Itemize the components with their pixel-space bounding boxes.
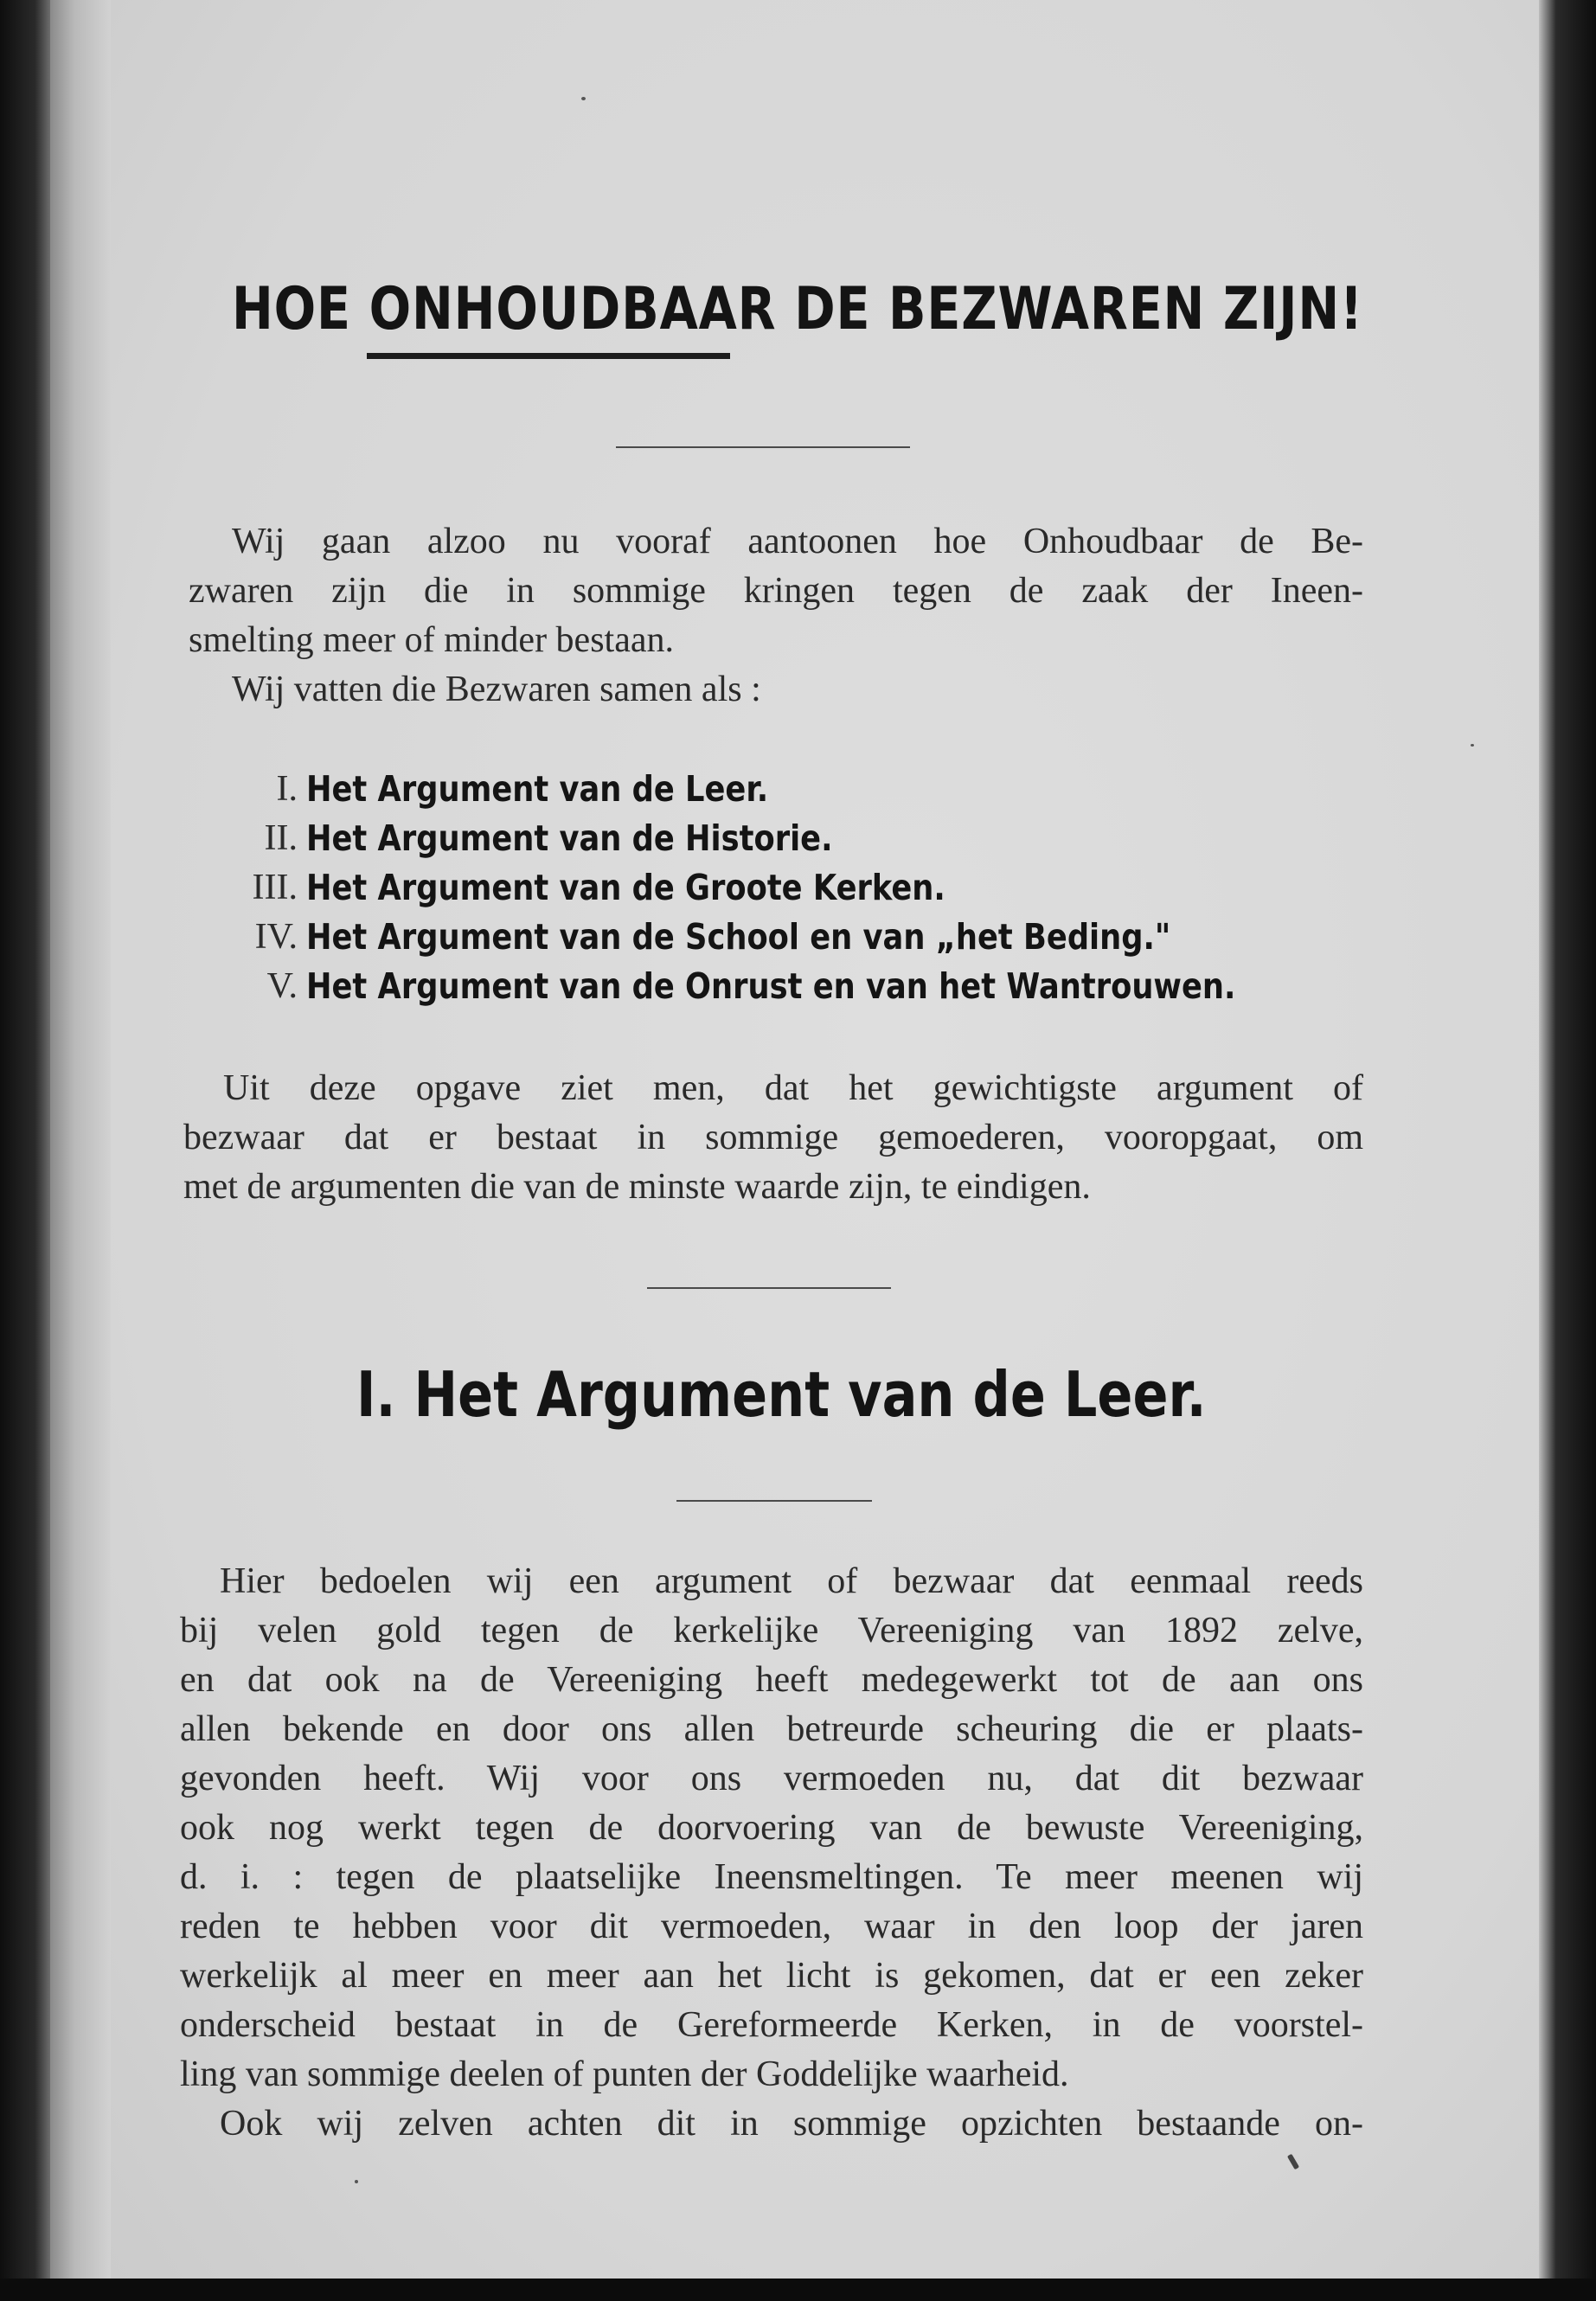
list-item — [190, 814, 1332, 863]
body-line-10: onderscheid bestaat in de Gereformeerde Kerken, in de voorstel- — [180, 2005, 1363, 2045]
summary-line-3: met de argumenten die van de minste waarde zijn, te eindigen. — [183, 1167, 1091, 1207]
paper-speck — [355, 2180, 358, 2183]
list-item — [190, 863, 1332, 913]
list-item-text: Het Argument van de Historie. — [306, 817, 833, 859]
divider-rule — [676, 1500, 872, 1502]
list-item-text: Het Argument van de Onrust en van het Wantrouwen. — [306, 965, 1236, 1007]
list-item-number: II. — [264, 818, 298, 858]
paper-speck — [1471, 744, 1474, 747]
list-item — [190, 913, 1332, 962]
list-item-text: Het Argument van de Leer. — [306, 768, 769, 810]
body-line-12: Ook wij zelven achten dit in sommige opzichten bestaande on- — [220, 2104, 1363, 2144]
summary-line-1: Uit deze opgave ziet men, dat het gewichtigste argument of — [223, 1068, 1363, 1108]
body-line-4: allen bekende en door ons allen betreurde scheuring die er plaats- — [180, 1709, 1363, 1749]
page-title — [232, 275, 1363, 343]
title-underline — [367, 353, 730, 359]
title-prefix: HOE — [232, 275, 369, 343]
intro-line-1: Wij gaan alzoo nu vooraf aantoonen hoe Onhoudbaar de Be- — [232, 522, 1363, 561]
body-line-6: ook nog werkt tegen de doorvoering van de bewuste Vereeniging, — [180, 1808, 1363, 1848]
body-line-11: ling van sommige deelen of punten der Goddelijke waarheid. — [180, 2054, 1069, 2094]
arguments-list — [190, 765, 1332, 1011]
list-item-text: Het Argument van de Groote Kerken. — [306, 867, 945, 908]
body-line-9: werkelijk al meer en meer aan het licht is gekomen, dat er een zeker — [180, 1956, 1363, 1996]
section-title: I. Het Argument van de Leer. — [356, 1358, 1207, 1431]
list-item-number: V. — [266, 966, 298, 1006]
body-line-1: Hier bedoelen wij een argument of bezwaar dat eenmaal reeds — [220, 1561, 1363, 1601]
summary-line-2: bezwaar dat er bestaat in sommige gemoederen, vooropgaat, om — [183, 1118, 1363, 1157]
list-item-number: IV. — [254, 917, 298, 957]
page-binding-shadow — [50, 0, 111, 2301]
list-item — [190, 765, 1332, 814]
body-line-5: gevonden heeft. Wij voor ons vermoeden nu, dat dit bezwaar — [180, 1759, 1363, 1798]
body-line-2: bij velen gold tegen de kerkelijke Vereeniging van 1892 zelve, — [180, 1611, 1363, 1650]
scan-edge-right — [1539, 0, 1596, 2301]
intro-line-4: Wij vatten die Bezwaren samen als : — [232, 670, 761, 709]
list-item — [190, 962, 1332, 1011]
scan-edge-bottom — [0, 2279, 1596, 2301]
list-item-text: Het Argument van de School en van „het Beding." — [306, 916, 1171, 958]
list-item-number: III. — [252, 868, 298, 907]
divider-rule — [616, 446, 910, 448]
intro-line-2: zwaren zijn die in sommige kringen tegen de zaak der Ineen- — [189, 571, 1363, 611]
body-line-7: d. i. : tegen de plaatselijke Ineensmeltingen. Te meer meenen wij — [180, 1857, 1363, 1897]
title-underlined-word: ONHOUDBAAR — [369, 275, 777, 343]
title-suffix: DE BEZWAREN ZIJN! — [776, 275, 1363, 343]
intro-line-3: smelting meer of minder bestaan. — [189, 620, 674, 660]
paper-speck — [581, 97, 586, 100]
scan-edge-left — [0, 0, 50, 2301]
body-line-3: en dat ook na de Vereeniging heeft medegewerkt tot de aan ons — [180, 1660, 1363, 1700]
list-item-number: I. — [276, 769, 298, 809]
body-line-8: reden te hebben voor dit vermoeden, waar in den loop der jaren — [180, 1907, 1363, 1946]
divider-rule — [647, 1287, 891, 1289]
